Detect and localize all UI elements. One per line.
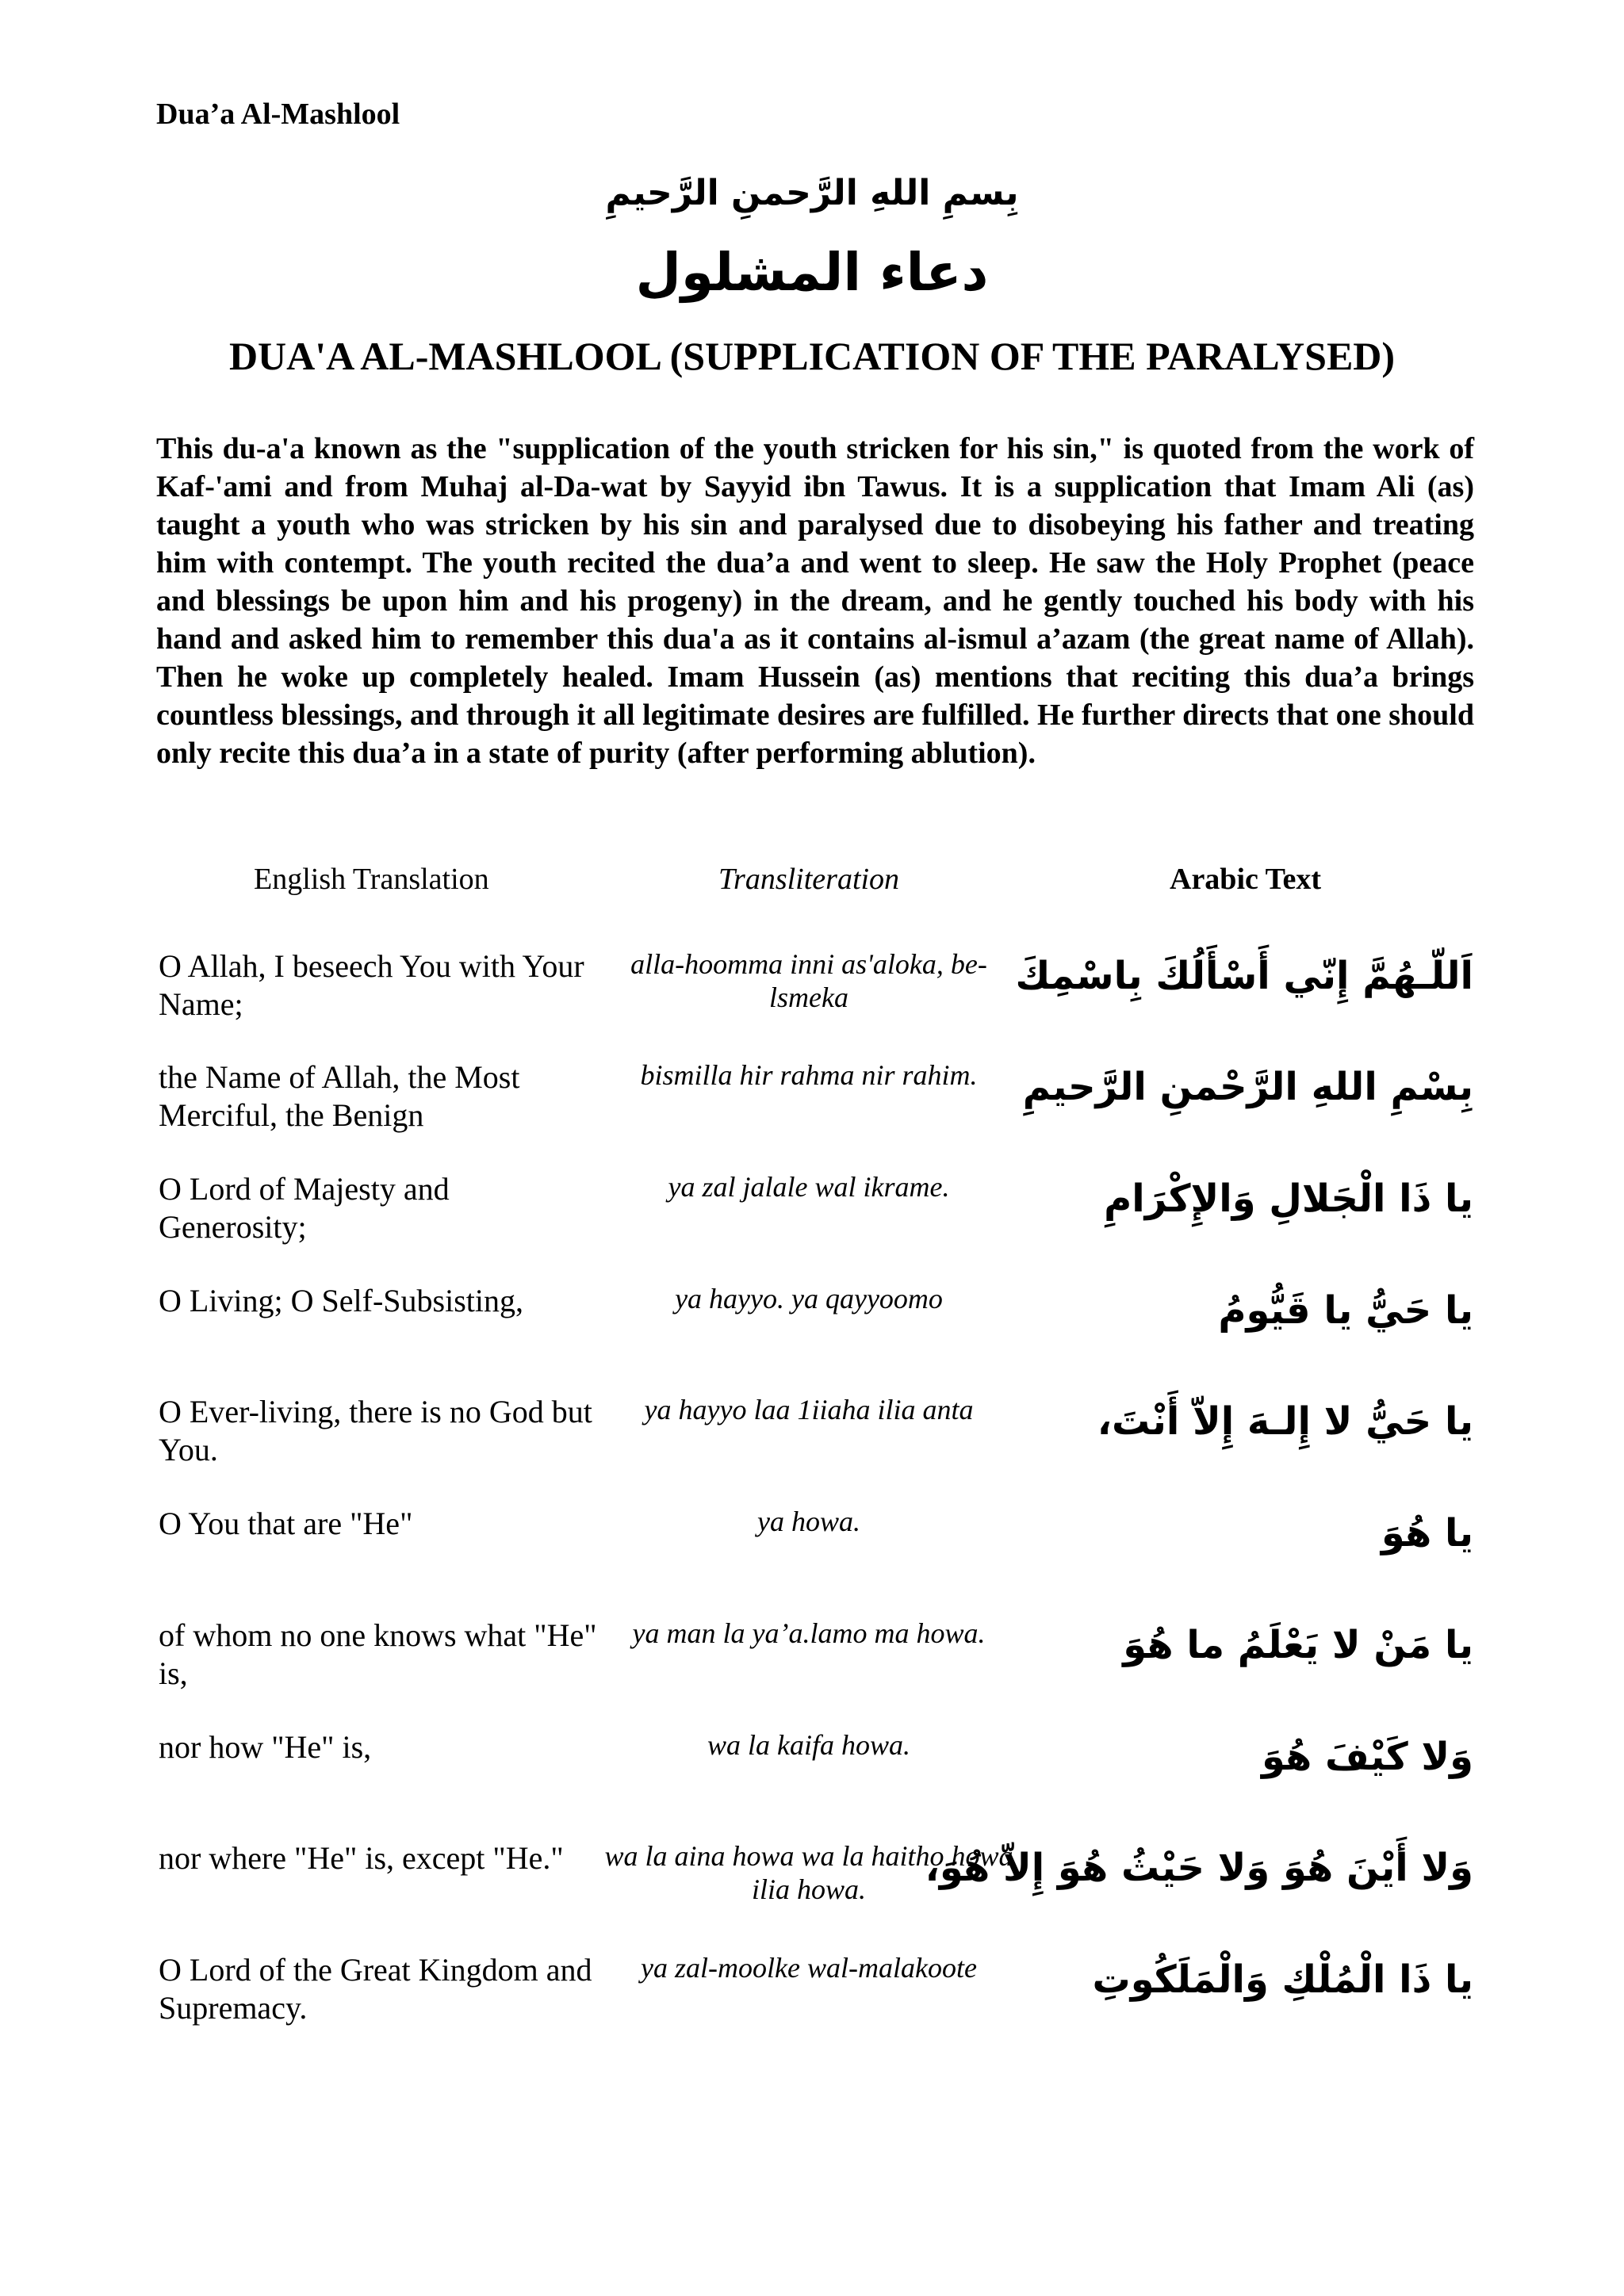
column-header-transliteration: Transliteration — [718, 863, 900, 896]
transliteration: wa la aina howa wa la haitho howa ilia howa. — [604, 1840, 1013, 1905]
page-title: DUA'A AL-MASHLOOL (SUPPLICATION OF THE PARALYSED) — [228, 334, 1396, 378]
running-title: Dua’a Al-Mashlool — [156, 98, 400, 131]
transliteration: ya zal-moolke wal-malakoote — [641, 1952, 977, 1984]
verse-row — [0, 1282, 1624, 1385]
arabic-text: وَلا كَيْفَ هُوَ — [1261, 1735, 1473, 1779]
english-translation: nor where "He" is, except "He." — [159, 1840, 564, 1876]
verse-row — [0, 1058, 1624, 1161]
arabic-text: اَللّـهُمَّ إِنّي أَسْأَلُكَ بِاسْمِكَ — [1015, 954, 1473, 998]
arabic-title: دعاء المشلول — [635, 242, 989, 303]
english-translation: nor how "He" is, — [159, 1729, 372, 1765]
transliteration: ya howa. — [757, 1506, 860, 1537]
arabic-text: يا هُوَ — [1381, 1511, 1473, 1556]
intro-paragraph: This du-a'a known as the "supplication of the youth stricken for his sin," is quoted from the work of Kaf-'ami and from Muhaj al-Da-wat by Sayyid ibn Tawus. It is a supplication that Imam Ali (as) taught a youth who was stricken by his sin and paralysed due to disobeying his father and treating him with contempt. The youth recited the dua’a and went to sleep. He saw the Holy Prophet (peace and blessings be upon him and his progeny) in the dream, and he gently touched his body with his hand and asked him to remember this dua'a as it contains al-ismul a’azam (the great name of Allah). Then he woke up completely healed. Imam Hussein (as) mentions that reciting this dua’a brings countless blessings, and through it all legitimate desires are fulfilled. He further directs that one should only recite this dua’a in a state of purity (after performing ablution). — [156, 432, 1474, 770]
verse-row — [0, 1839, 1624, 1942]
transliteration: ya zal jalale wal ikrame. — [668, 1171, 950, 1203]
english-translation: O Lord of the Great Kingdom and Supremacy. — [159, 1952, 592, 2026]
transliteration: bismilla hir rahma nir rahim. — [640, 1059, 978, 1091]
verse-row — [0, 1617, 1624, 1720]
verse-row — [0, 1505, 1624, 1608]
transliteration: ya hayyo laa 1iiaha ilia anta — [644, 1394, 974, 1425]
transliteration: alla-hoomma inni as'aloka, be-lsmeka — [630, 948, 987, 1013]
transliteration: ya hayyo. ya qayyoomo — [675, 1283, 943, 1314]
transliteration: ya man la ya’a.lamo ma howa. — [632, 1617, 986, 1649]
basmala-heading: بِسمِ اللهِ الرَّحمنِ الرَّحيمِ — [605, 173, 1019, 213]
english-translation: O Living; O Self-Subsisting, — [159, 1283, 524, 1318]
english-translation: of whom no one knows what "He" is, — [159, 1617, 597, 1691]
english-translation: O You that are "He" — [159, 1506, 413, 1541]
arabic-text: يا مَنْ لا يَعْلَمُ ما هُوَ — [1123, 1623, 1473, 1667]
arabic-text: يا حَيُّ يا قَيُّومُ — [1218, 1288, 1473, 1333]
english-translation: O Allah, I beseech You with Your Name; — [159, 948, 584, 1022]
column-header-arabic: Arabic Text — [1170, 863, 1322, 896]
english-translation: O Ever-living, there is no God but You. — [159, 1394, 592, 1468]
verse-row — [0, 947, 1624, 1050]
verse-row — [0, 1170, 1624, 1273]
arabic-text: يا ذَا الْمُلْكِ وَالْمَلَكُوتِ — [1092, 1957, 1473, 2002]
verse-row — [0, 1951, 1624, 2054]
column-header-english: English Translation — [254, 863, 489, 896]
arabic-text: يا حَيُّ لا إِلـهَ إِلاّ أَنْتَ، — [1097, 1399, 1473, 1444]
arabic-text: بِسْمِ اللهِ الرَّحْمنِ الرَّحيمِ — [1022, 1065, 1473, 1109]
verse-row — [0, 1728, 1624, 1831]
transliteration: wa la kaifa howa. — [707, 1729, 910, 1761]
english-translation: O Lord of Majesty and Generosity; — [159, 1171, 450, 1245]
arabic-text: وَلا أَيْنَ هُوَ وَلا حَيْثُ هُوَ إِلاّ هُوَ، — [925, 1846, 1473, 1890]
verse-row — [0, 1393, 1624, 1496]
english-translation: the Name of Allah, the Most Merciful, the Benign — [159, 1059, 520, 1133]
arabic-text: يا ذَا الْجَلالِ وَالإِكْرَامِ — [1104, 1177, 1473, 1221]
